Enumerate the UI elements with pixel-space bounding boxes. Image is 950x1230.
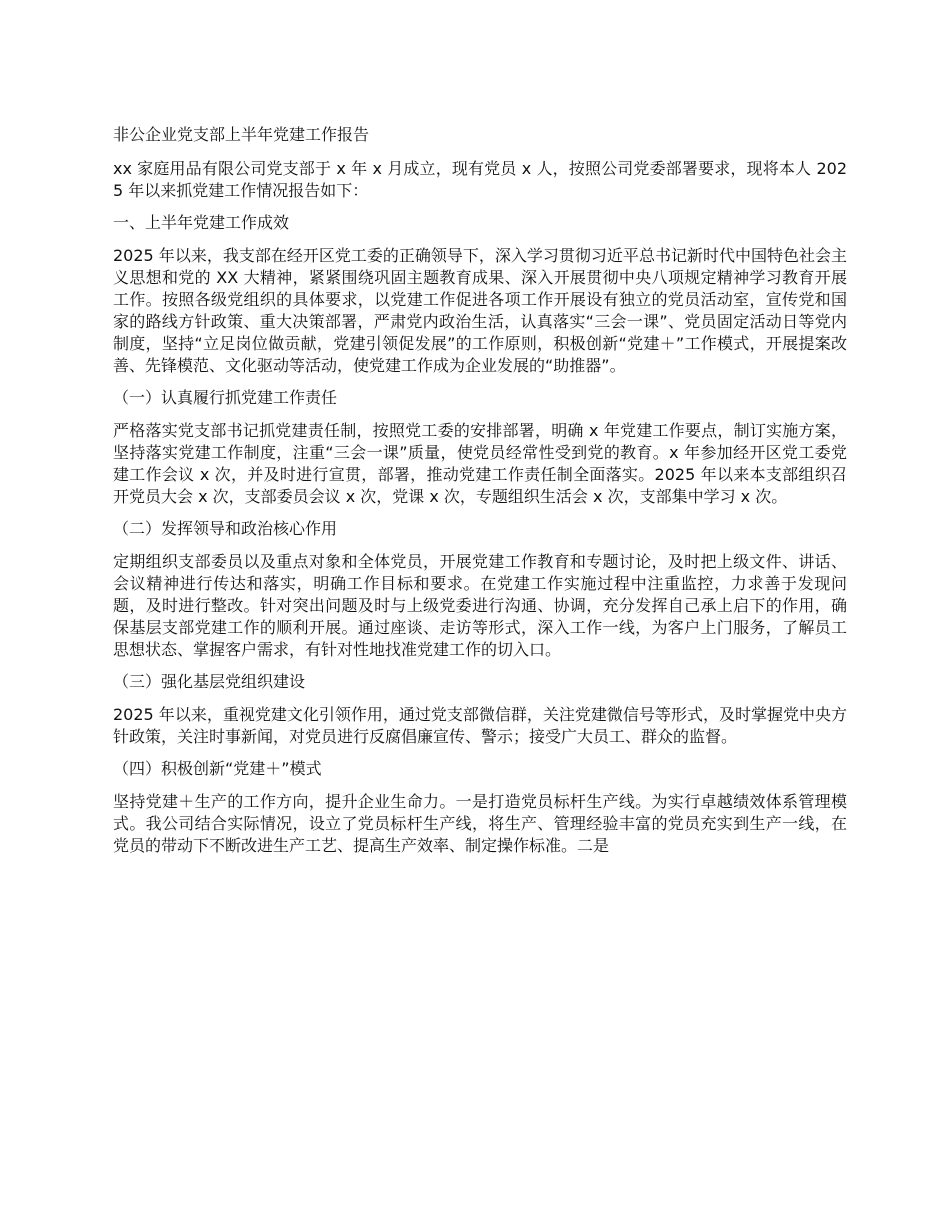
intro-paragraph: xx 家庭用品有限公司党支部于 x 年 x 月成立，现有党员 x 人，按照公司党委部署要求，现将本人 2025 年以来抓党建工作情况报告如下： xyxy=(113,159,847,200)
section-heading-1: 一、上半年党建工作成效 xyxy=(113,213,290,232)
document-title: 非公企业党支部上半年党建工作报告 xyxy=(113,125,370,144)
section-body-1: 2025 年以来，我支部在经开区党工委的正确领导下，深入学习贯彻习近平总书记新时代中国特色社会主义思想和党的 XX 大精神，紧紧围绕巩固主题教育成果、深入开展贯彻中央八项规定精神学习教育开展工作。按照各级党组织的具体要求，以党建工作促进各项工作开展设有独立的党员活动室，宣传党和国家的路线方针政策、重大决策部署，严肃党内政治生活，认真落实“三会一课”、党员固定活动日等党内制度，坚持“立足岗位做贡献，党建引领促发展”的工作原则，积极创新“党建＋”工作模式，开展提案改善、先锋模范、文化驱动等活动，使党建工作成为企业发展的“助推器”。 xyxy=(113,246,847,375)
subsection-heading-1: （一）认真履行抓党建工作责任 xyxy=(113,388,338,407)
subsection-heading-2: （二）发挥领导和政治核心作用 xyxy=(113,519,338,538)
subsection-body-2: 定期组织支部委员以及重点对象和全体党员，开展党建工作教育和专题讨论，及时把上级文件、讲话、会议精神进行传达和落实，明确工作目标和要求。在党建工作实施过程中注重监控，力求善于发现问题，及时进行整改。针对突出问题及时与上级党委进行沟通、协调，充分发挥自己承上启下的作用，确保基层支部党建工作的顺利开展。通过座谈、走访等形式，深入工作一线，为客户上门服务，了解员工思想状态、掌握客户需求，有针对性地找准党建工作的切入口。 xyxy=(113,552,847,659)
document-page xyxy=(113,124,847,867)
subsection-heading-4: （四）积极创新“党建＋”模式 xyxy=(113,759,322,778)
subsection-body-3: 2025 年以来，重视党建文化引领作用，通过党支部微信群，关注党建微信号等形式，及时掌握党中央方针政策，关注时事新闻，对党员进行反腐倡廉宣传、警示；接受广大员工、群众的监督。 xyxy=(113,705,847,746)
subsection-heading-3: （三）强化基层党组织建设 xyxy=(113,672,306,691)
subsection-body-4: 坚持党建＋生产的工作方向，提升企业生命力。一是打造党员标杆生产线。为实行卓越绩效体系管理模式。我公司结合实际情况，设立了党员标杆生产线，将生产、管理经验丰富的党员充实到生产一线，在党员的带动下不断改进生产工艺、提高生产效率、制定操作标准。二是 xyxy=(113,792,847,855)
subsection-body-1: 严格落实党支部书记抓党建责任制，按照党工委的安排部署，明确 x 年党建工作要点，制订实施方案，坚持落实党建工作制度，注重“三会一课”质量，使党员经常性受到党的教育。x 年参加经开区党工委党建工作会议 x 次，并及时进行宣贯，部署，推动党建工作责任制全面落实。2025 年以来本支部组织召开党员大会 x 次，支部委员会议 x 次，党课 x 次，专题组织生活会 x 次，支部集中学习 x 次。 xyxy=(113,421,847,506)
